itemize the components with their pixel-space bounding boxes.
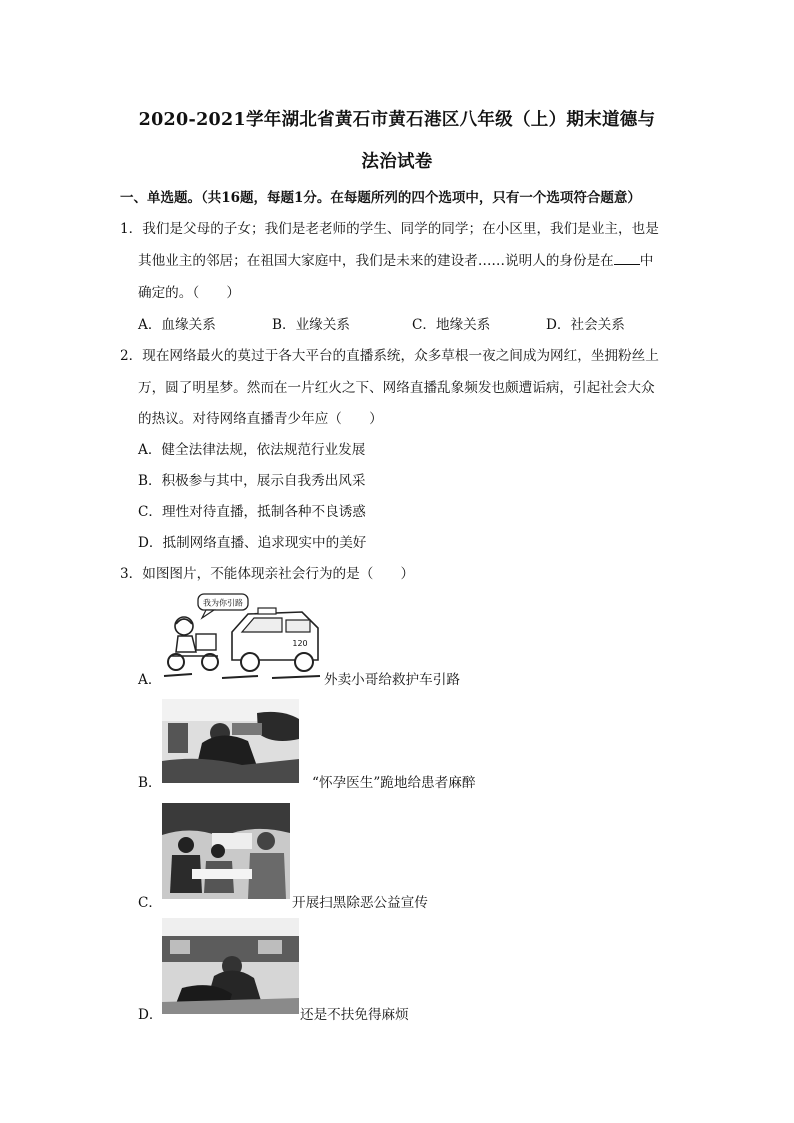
question-3-option-b-caption: “怀孕医生”跪地给患者麻醉 — [312, 775, 476, 791]
question-1-line-3: 确定的。（ ） — [138, 285, 240, 301]
question-3-option-d-caption: 还是不扶免得麻烦 — [300, 1007, 409, 1023]
question-2-option-a: A．健全法律法规，依法规范行业发展 — [138, 442, 366, 458]
question-2-option-b: B．积极参与其中，展示自我秀出风采 — [138, 473, 366, 489]
question-1-option-d: D．社会关系 — [546, 317, 625, 333]
question-3-option-a-caption: 外卖小哥给救护车引路 — [324, 672, 460, 688]
answer-blank — [614, 252, 640, 265]
question-1-line-2 — [138, 249, 653, 269]
photo-doctor-kneeling-image — [162, 699, 299, 783]
question-2-option-c: C．理性对待直播，抵制各种不良诱惑 — [138, 504, 366, 520]
question-3-stem: 3．如图图片，不能体现亲社会行为的是（ ） — [120, 566, 415, 582]
question-1-line-1: 1．我们是父母的子女；我们是老老师的学生、同学的同学；在小区里，我们是业主，也是 — [120, 221, 659, 237]
page-title: 2020-2021学年湖北省黄石市黄石港区八年级（上）期末道德与 — [138, 110, 656, 130]
question-1-text: 其他业主的邻居；在祖国大家庭中，我们是未来的建设者……说明人的身份是在 — [138, 253, 614, 269]
photo-publicity-campaign-image — [162, 803, 290, 899]
section-header: 一、单选题。（共16题，每题1分。在每题所列的四个选项中，只有一个选项符合题意） — [120, 190, 641, 206]
question-2-option-d: D．抵制网络直播、追求现实中的美好 — [138, 535, 367, 551]
cartoon-delivery-ambulance-image — [162, 590, 322, 682]
photo-elderly-fallen-image — [162, 918, 299, 1014]
question-1-text-end: 中 — [639, 253, 654, 269]
question-3-option-a-letter: A． — [138, 672, 162, 688]
ambulance-plate-text: 120 — [292, 639, 308, 648]
question-1-option-c: C．地缘关系 — [412, 317, 491, 333]
question-2-line-3: 的热议。对待网络直播青少年应（ ） — [138, 411, 383, 427]
question-3-option-b-letter: B． — [138, 775, 162, 791]
page-title-continued: 法治试卷 — [361, 152, 433, 172]
question-3-option-c-caption: 开展扫黑除恶公益宣传 — [292, 895, 428, 911]
question-1-option-b: B．业缘关系 — [272, 317, 350, 333]
question-2-line-2: 万，圆了明星梦。然而在一片红火之下、网络直播乱象频发也颇遭诟病，引起社会大众 — [138, 380, 655, 396]
question-2-line-1: 2．现在网络最火的莫过于各大平台的直播系统，众多草根一夜之间成为网红，坐拥粉丝上 — [120, 348, 659, 364]
question-3-option-d-letter: D． — [138, 1007, 163, 1023]
question-3-option-c-letter: C． — [138, 895, 162, 911]
speech-bubble-text: 我为你引路 — [203, 598, 243, 608]
question-1-option-a: A．血缘关系 — [138, 317, 216, 333]
